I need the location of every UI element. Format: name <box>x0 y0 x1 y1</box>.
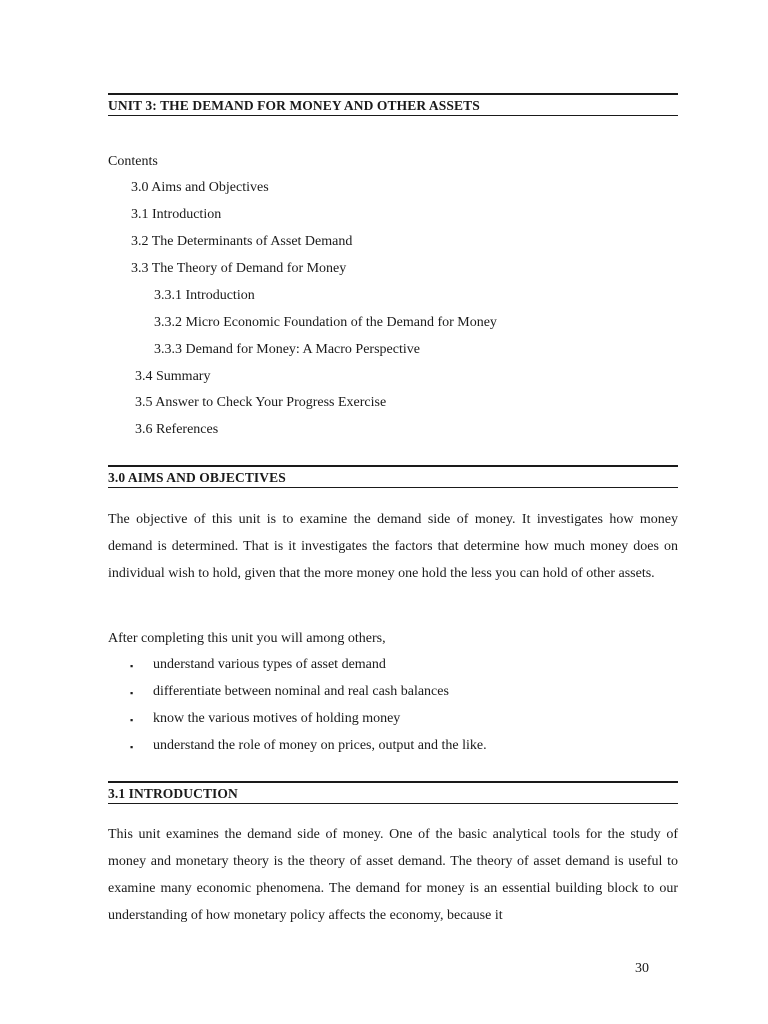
section-heading-block <box>108 781 678 804</box>
bullet-item: know the various motives of holding money <box>153 711 401 726</box>
contents-subitem: 3.3.1 Introduction <box>154 288 255 303</box>
contents-item: 3.0 Aims and Objectives <box>131 180 269 195</box>
aims-paragraph: The objective of this unit is to examine the demand side of money. It investigates how money demand is determined. That is it investigates the factors that determine how much money does on individual wish to hold, given that the more money one hold the less you can hold of other assets. <box>108 512 678 581</box>
bullet-icon: ▪ <box>130 688 134 698</box>
contents-item: 3.2 The Determinants of Asset Demand <box>131 234 353 249</box>
section-heading: 3.0 AIMS AND OBJECTIVES <box>108 470 286 485</box>
contents-item: 3.6 References <box>135 422 219 437</box>
bullet-icon: ▪ <box>130 742 134 752</box>
unit-title: UNIT 3: THE DEMAND FOR MONEY AND OTHER ASSETS <box>108 98 480 113</box>
bullet-icon: ▪ <box>130 715 134 725</box>
bullet-icon: ▪ <box>130 661 134 671</box>
contents-subitem: 3.3.2 Micro Economic Foundation of the Demand for Money <box>154 315 497 330</box>
contents-label: Contents <box>108 154 158 169</box>
unit-title-block <box>108 93 678 116</box>
contents-subitem: 3.3.3 Demand for Money: A Macro Perspective <box>154 342 420 357</box>
bullet-item: differentiate between nominal and real cash balances <box>153 684 449 699</box>
contents-item: 3.3 The Theory of Demand for Money <box>131 261 347 276</box>
intro-paragraph: This unit examines the demand side of money. One of the basic analytical tools for the study of money and monetary theory is the theory of asset demand. The theory of asset demand is useful to examine many economic phenomena. The demand for money is an essential building block to our understanding of how monetary policy affects the economy, because it <box>108 827 678 923</box>
contents-item: 3.5 Answer to Check Your Progress Exercise <box>135 395 387 410</box>
contents-item: 3.1 Introduction <box>131 207 222 222</box>
bullet-item: understand the role of money on prices, output and the like. <box>153 738 487 753</box>
section-heading-block <box>108 465 678 488</box>
bullet-item: understand various types of asset demand <box>153 657 386 672</box>
section-heading: 3.1 INTRODUCTION <box>108 786 238 801</box>
aims-intro: After completing this unit you will among others, <box>108 631 386 646</box>
contents-item: 3.4 Summary <box>135 369 211 384</box>
page-number: 30 <box>635 961 649 976</box>
